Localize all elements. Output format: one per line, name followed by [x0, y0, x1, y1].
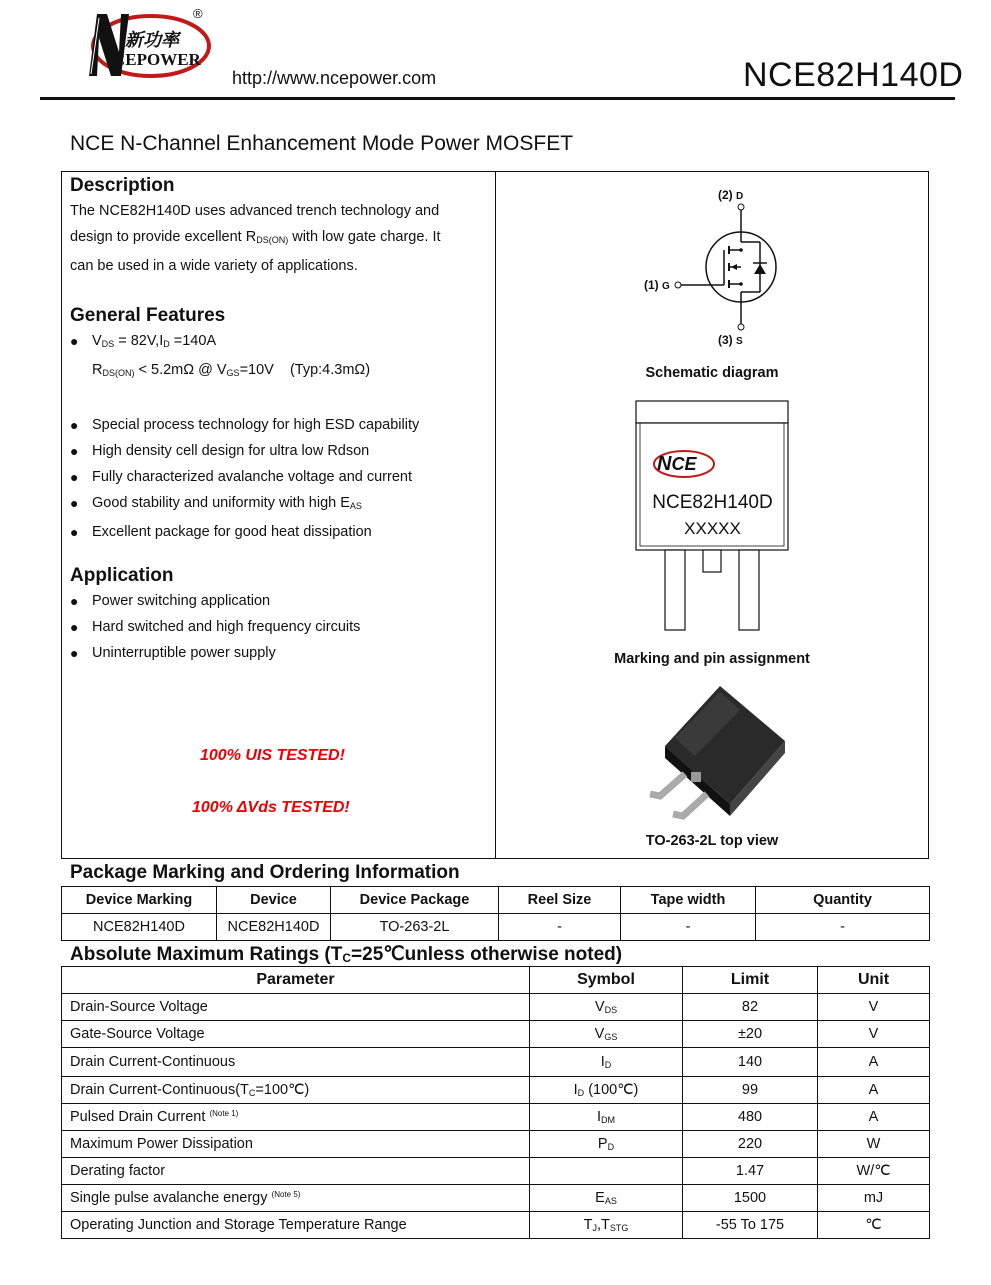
- unit-cell: A: [818, 1104, 930, 1131]
- application-title: Application: [70, 565, 174, 586]
- limit-cell: -55 To 175: [683, 1212, 818, 1239]
- parameter-cell: Operating Junction and Storage Temperature Range: [62, 1212, 530, 1239]
- parameter-cell: Gate-Source Voltage: [62, 1021, 530, 1048]
- ratings-title: Absolute Maximum Ratings ($T_C=25℃unless$ otherwise noted): [70, 944, 623, 965]
- parameter-cell: Derating factor: [62, 1158, 530, 1185]
- table-header: Limit: [683, 967, 818, 994]
- table-header: Device Marking: [62, 887, 217, 914]
- description-line: design to provide excellent $R_{DS(ON)}$ with low gate charge. It: [70, 229, 441, 245]
- table-header: Parameter: [62, 967, 530, 994]
- limit-cell: 220: [683, 1131, 818, 1158]
- pin-gate-label: (1) G: [644, 278, 670, 292]
- package-info-title: Package Marking and Ordering Information: [70, 862, 460, 883]
- application-item: ● Hard switched and high frequency circuits: [70, 614, 490, 640]
- feature-item: ● Excellent package for good heat dissipation: [70, 519, 490, 545]
- symbol-cell: $I_D$: [530, 1048, 683, 1077]
- part-number-title: NCE82H140D: [743, 56, 964, 94]
- parameter-cell: Drain-Source Voltage: [62, 994, 530, 1021]
- symbol-cell: $T_J,T_{STG}$: [530, 1212, 683, 1239]
- table-header: Reel Size: [499, 887, 621, 914]
- description-line: The NCE82H140D uses advanced trench technology and: [70, 203, 440, 219]
- description-title: Description: [70, 175, 175, 196]
- uis-tested-label: 100% UIS TESTED!: [200, 747, 345, 764]
- limit-cell: 1.47: [683, 1158, 818, 1185]
- limit-cell: ±20: [683, 1021, 818, 1048]
- table-row: [62, 1185, 930, 1212]
- feature-item: ● Good stability and uniformity with high $E_{AS}$: [70, 490, 490, 519]
- limit-cell: 99: [683, 1077, 818, 1104]
- table-row: [62, 1104, 930, 1131]
- package-info-table: [61, 886, 930, 941]
- table-header: Tape width: [621, 887, 756, 914]
- unit-cell: ℃: [818, 1212, 930, 1239]
- table-header: Unit: [818, 967, 930, 994]
- parameter-cell: Single pulse avalanche energy $^{(Note 5)}$: [62, 1185, 530, 1212]
- unit-cell: A: [818, 1077, 930, 1104]
- parameter-cell: Pulsed Drain Current $^{(Note 1)}$: [62, 1104, 530, 1131]
- table-row: [62, 1077, 930, 1104]
- package-top-view-image: [645, 676, 785, 826]
- application-item: ● Power switching application: [70, 588, 490, 614]
- marking-logo: NCE: [657, 453, 697, 475]
- symbol-cell: $V_{GS}$: [530, 1021, 683, 1048]
- topview-caption: TO-263-2L top view: [645, 833, 779, 849]
- feature-item: ● Special process technology for high ESD capability: [70, 412, 490, 438]
- ratings-table: [61, 966, 930, 1239]
- company-logo: [85, 8, 215, 80]
- table-row: [62, 914, 930, 941]
- logo-english-text: CEPOWER: [113, 50, 201, 69]
- table-cell: -: [756, 914, 930, 941]
- overview-box-divider: [495, 171, 496, 859]
- parameter-cell: Drain Current-Continuous: [62, 1048, 530, 1077]
- feature-spec-rdson: $R_{DS(ON)} < 5.2m\Omega$ @ $V_{GS}=10V$ (Typ:4.3mΩ): [92, 362, 371, 378]
- unit-cell: V: [818, 1021, 930, 1048]
- table-header: Device Package: [331, 887, 499, 914]
- table-row: [62, 1158, 930, 1185]
- logo-chinese-text: 新功率: [125, 30, 179, 50]
- limit-cell: 1500: [683, 1185, 818, 1212]
- registered-mark: ®: [193, 6, 203, 21]
- unit-cell: mJ: [818, 1185, 930, 1212]
- description-text: [70, 198, 490, 279]
- pin-drain-label: (2) D: [718, 188, 744, 202]
- feature-item: ● Fully characterized avalanche voltage and current: [70, 464, 490, 490]
- mosfet-schematic: [630, 184, 800, 354]
- mosfet-symbol-icon: [630, 184, 800, 354]
- symbol-cell: $P_D$: [530, 1131, 683, 1158]
- table-cell: TO-263-2L: [331, 914, 499, 941]
- parameter-cell: Drain Current-$Continuous(T_C=100℃)$: [62, 1077, 530, 1104]
- table-row: [62, 1131, 930, 1158]
- schematic-caption: Schematic diagram: [645, 365, 779, 381]
- symbol-cell: $I_{DM}$: [530, 1104, 683, 1131]
- limit-cell: 480: [683, 1104, 818, 1131]
- table-header-row: [62, 887, 930, 914]
- dvds-tested-label: 100% ΔVds TESTED!: [192, 799, 350, 816]
- table-row: [62, 1212, 930, 1239]
- document-subtitle: NCE N-Channel Enhancement Mode Power MOSFET: [70, 132, 574, 155]
- marking-part-number: NCE82H140D: [652, 492, 773, 513]
- application-list: [70, 588, 490, 666]
- symbol-cell: [530, 1158, 683, 1185]
- package-outline-icon: [635, 400, 790, 635]
- symbol-cell: $I_D$ (100℃): [530, 1077, 683, 1104]
- header-divider: [40, 97, 955, 100]
- table-cell: NCE82H140D: [217, 914, 331, 941]
- table-cell: -: [499, 914, 621, 941]
- table-cell: NCE82H140D: [62, 914, 217, 941]
- pin-source-label: (3) S: [718, 333, 743, 347]
- table-header: Quantity: [756, 887, 930, 914]
- table-row: [62, 1048, 930, 1077]
- description-line: can be used in a wide variety of applications.: [70, 258, 358, 274]
- features-list: [70, 328, 490, 545]
- website-url[interactable]: http://www.ncepower.com: [232, 68, 437, 88]
- table-row: [62, 994, 930, 1021]
- unit-cell: V: [818, 994, 930, 1021]
- table-cell: -: [621, 914, 756, 941]
- symbol-cell: $V_{DS}$: [530, 994, 683, 1021]
- symbol-cell: $E_{AS}$: [530, 1185, 683, 1212]
- unit-cell: W/℃: [818, 1158, 930, 1185]
- to263-package-icon: [645, 676, 785, 826]
- application-item: ● Uninterruptible power supply: [70, 640, 490, 666]
- feature-item: ● High density cell design for ultra low Rdson: [70, 438, 490, 464]
- unit-cell: A: [818, 1048, 930, 1077]
- marking-caption: Marking and pin assignment: [614, 651, 810, 667]
- table-header: Device: [217, 887, 331, 914]
- unit-cell: W: [818, 1131, 930, 1158]
- table-row: [62, 1021, 930, 1048]
- feature-spec-vds: ● $V_{DS} = 82V,I_D =140A$: [70, 328, 490, 357]
- marking-lot-code: XXXXX: [684, 519, 741, 538]
- limit-cell: 82: [683, 994, 818, 1021]
- features-title: General Features: [70, 305, 226, 326]
- table-header: Symbol: [530, 967, 683, 994]
- parameter-cell: Maximum Power Dissipation: [62, 1131, 530, 1158]
- limit-cell: 140: [683, 1048, 818, 1077]
- marking-diagram: [635, 400, 790, 635]
- table-header-row: [62, 967, 930, 994]
